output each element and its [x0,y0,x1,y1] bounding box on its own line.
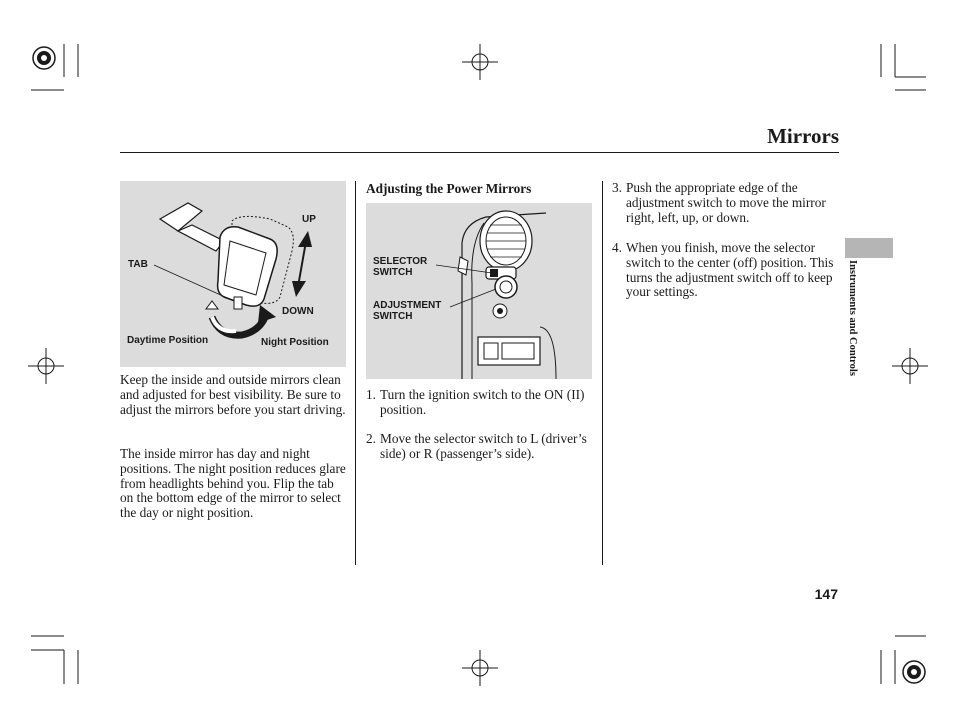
step-1: 1. Turn the ignition switch to the ON (II) position. [366,387,585,417]
down-label: DOWN [282,306,314,317]
column-divider [602,181,603,565]
starburst-icon [33,47,55,69]
adjustment-switch-label: ADJUSTMENT SWITCH [373,300,442,322]
night-position-label: Night Position [261,337,329,348]
selector-switch-label: SELECTOR SWITCH [373,256,428,278]
section-tab-marker [845,238,893,258]
starburst-icon [903,661,925,683]
step-4: 4. When you finish, move the selector switch to the center (off) position. This turns the adjustment switch off to keep your settings. [612,240,834,300]
page-title: Mirrors [767,124,839,148]
inside-mirror-figure [120,181,346,367]
switch-panel-illustration [366,203,592,379]
daytime-position-label: Daytime Position [127,335,209,346]
column-divider [355,181,356,565]
title-rule [120,152,839,153]
mirror-paragraph-1: Keep the inside and outside mirrors clean and adjusted for best visibility. Be sure to adjust the mirrors before you start driving. [120,372,346,417]
power-mirror-switch-figure [366,203,592,379]
page-number: 147 [814,586,838,602]
up-label: UP [302,214,316,225]
tab-label: TAB [128,259,148,270]
mirror-paragraph-2: The inside mirror has day and night positions. The night position reduces glare from headlights behind you. Flip the tab on the bottom edge of the mirror to select the day or night position. [120,446,346,521]
step-3: 3. Push the appropriate edge of the adjustment switch to move the mirror right, left, up, or down. [612,180,826,225]
step-2: 2. Move the selector switch to L (driver’s side) or R (passenger’s side). [366,431,587,461]
section-heading: Adjusting the Power Mirrors [366,181,532,196]
section-side-label: Instruments and Controls [847,260,858,376]
